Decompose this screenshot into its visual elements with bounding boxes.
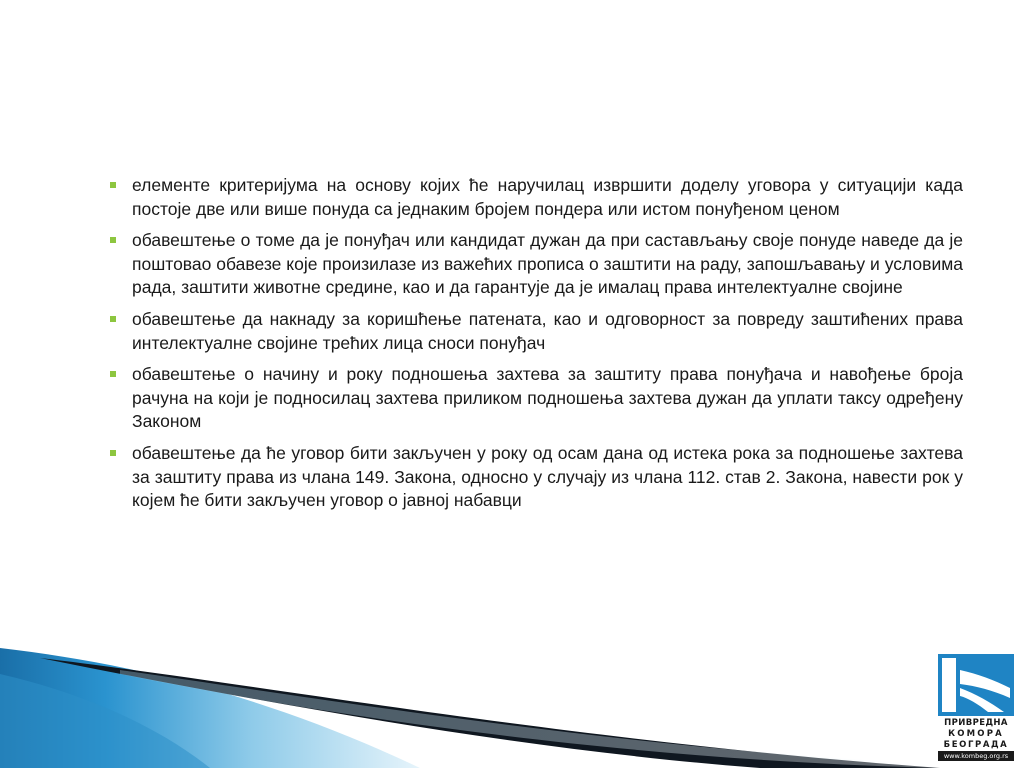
bullet-item	[110, 442, 963, 513]
bullet-item	[110, 229, 963, 300]
logo-text-line-1: ПРИВРЕДНА	[944, 718, 1008, 728]
logo-text-line-2: КОМОРА	[948, 729, 1004, 739]
bullet-square-icon	[110, 450, 116, 456]
bullet-item	[110, 174, 963, 221]
bullet-item	[110, 363, 963, 434]
bullet-text: обавештење да ће уговор бити закључен у року од осам дана од истека рока за подношење захтева за заштиту права из члана 149. Закона, односно у случају из члана 112. став 2. Закона, навести рок у којем ће бити закључен уговор о јавној набавци	[132, 442, 963, 511]
bullet-square-icon	[110, 237, 116, 243]
bullet-list	[110, 174, 963, 521]
bullet-item	[110, 308, 963, 355]
bullet-text: елементе критеријума на основу којих ће наручилац извршити доделу уговора у ситуацији када постоје две или више понуда са једнаким бројем пондера или истом понуђеном ценом	[132, 175, 963, 219]
kombeg-logo	[938, 654, 1014, 762]
logo-url: www.kombeg.org.rs	[938, 751, 1014, 761]
bullet-text: обавештење о томе да је понуђач или кандидат дужан да при састављању своје понуде наведе да је поштовао обавезе које произилазе из важећих прописа о заштити на раду, запошљавању и условима рада, заштити животне средине, као и да гарантује да је ималац права интелектуалне својине	[132, 230, 963, 298]
bullet-square-icon	[110, 371, 116, 377]
decorative-wave-graphic	[0, 600, 940, 768]
bullet-text: обавештење о начину и року подношења захтева за заштиту права понуђача и навођење броја рачуна на који је подносилац захтева приликом подношења захтева дужан да уплати таксу одређену Законом	[132, 364, 963, 432]
bullet-square-icon	[110, 182, 116, 188]
kombeg-logo-icon	[938, 654, 1014, 716]
bullet-text: обавештење да накнаду за коришћење патената, као и одговорност за повреду заштићених права интелектуалне својине трећих лица сноси понуђач	[132, 308, 963, 353]
bullet-square-icon	[110, 316, 116, 322]
logo-text-line-3: БЕОГРАДА	[943, 740, 1009, 750]
